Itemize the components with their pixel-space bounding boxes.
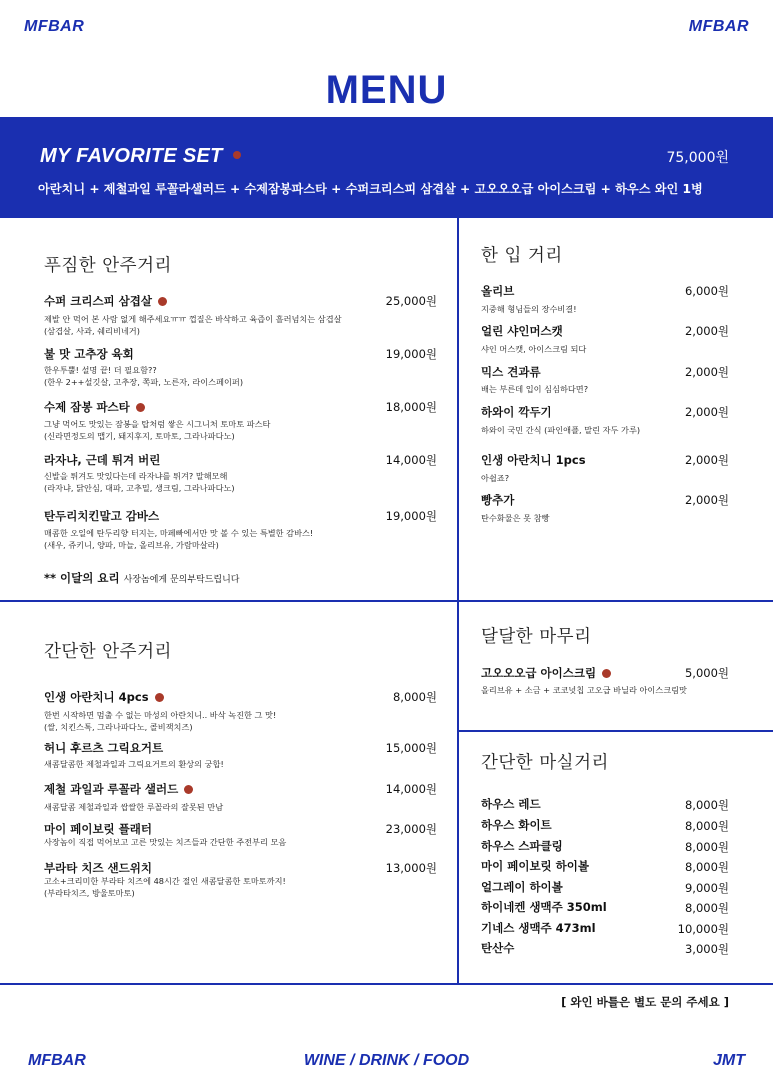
menu-item-price: 14,000원 [385, 782, 437, 796]
drink-item-price: 8,000원 [684, 860, 729, 874]
menu-item-name: 믹스 견과류 [481, 365, 541, 379]
menu-item-price: 23,000원 [385, 822, 437, 836]
section-title-hearty: 푸짐한 안주거리 [44, 256, 172, 276]
menu-item-desc: (쌀, 치킨스톡, 그라나파다노, 콜비잭치즈) [44, 722, 193, 732]
drink-item-name: 기네스 생맥주 473ml [481, 921, 596, 935]
recommend-dot-icon [155, 693, 164, 702]
menu-item-price: 25,000원 [385, 294, 437, 308]
drink-item-name: 마이 페이보릿 하이볼 [481, 859, 589, 873]
menu-item-name: 불 맛 고추장 육회 [44, 347, 134, 361]
drink-item-name: 하우스 스파클링 [481, 839, 563, 853]
menu-item-price: 18,000원 [385, 400, 437, 414]
menu-item-name: 탄두리치킨말고 감바스 [44, 509, 160, 523]
menu-item-name: 허니 후르츠 그릭요거트 [44, 741, 164, 755]
menu-item-desc: 아쉽죠? [481, 473, 510, 483]
menu-item-name: 제철 과일과 루꼴라 샐러드 [44, 781, 193, 797]
menu-item-price: 13,000원 [385, 861, 437, 875]
menu-item-name: 부라타 치즈 샌드위치 [44, 861, 152, 875]
right-divider [458, 730, 773, 732]
footer-right: JMT [713, 1052, 745, 1069]
menu-item-name: 하와이 깍두기 [481, 405, 552, 419]
drink-item-price: 8,000원 [684, 901, 729, 915]
brand-left: MFBAR [24, 18, 85, 35]
recommend-dot-icon [602, 669, 611, 678]
recommend-dot-icon [184, 785, 193, 794]
drink-item-price: 10,000원 [677, 922, 729, 936]
set-items: 아란치니 + 제철과일 루꼴라샐러드 + 수제잠봉파스타 + 수퍼크리스피 삼겹살 + 고오오오급 아이스크림 + 하우스 와인 1병 [38, 182, 703, 196]
wine-bottle-note: [ 와인 바틀은 별도 문의 주세요 ] [561, 995, 729, 1009]
menu-item-price: 5,000원 [684, 666, 729, 680]
menu-item-name: 수제 잠봉 파스타 [44, 399, 145, 415]
menu-item-desc: 매콤한 오일에 탄두리향 터지는, 마페빠에서만 맛 볼 수 있는 특별한 감바스! [44, 528, 314, 538]
menu-item-desc: 신발을 튀겨도 맛있다는데 라자냐를 튀겨? 말해모해 [44, 471, 228, 481]
section-title-light: 간단한 안주거리 [44, 642, 172, 662]
menu-item-name: 인생 아란치니 1pcs [481, 453, 586, 467]
footer-tagline: WINE / DRINK / FOOD [303, 1052, 470, 1069]
set-name: MY FAVORITE SET [40, 145, 223, 167]
menu-item-desc: (신라면정도의 맵기, 돼지후지, 토마토, 그라나파다노) [44, 431, 235, 441]
menu-item-name: 라자냐, 근데 튀겨 버린 [44, 453, 161, 467]
menu-item-desc: 탄수화물은 못 참빵 [481, 513, 550, 523]
menu-item-name: 빵추가 [481, 493, 515, 507]
drink-item-price: 9,000원 [684, 881, 729, 895]
menu-item-name: 얼린 샤인머스캣 [481, 324, 563, 338]
monthly-special-note: ** 이달의 요리 사장놈에게 문의부탁드립니다 [44, 571, 240, 585]
menu-item-desc: 새콤달콤 제철과일과 쌉쌀한 루꼴라의 잘못된 만남 [44, 802, 224, 812]
menu-item-desc: 샤인 머스캣, 아이스크림 되다 [481, 344, 587, 354]
menu-item-price: 2,000원 [684, 324, 729, 338]
bottom-divider [0, 983, 773, 985]
row-divider [0, 600, 773, 602]
menu-item-name: 인생 아란치니 4pcs [44, 689, 164, 705]
menu-item-name: 고오오오급 아이스크림 [481, 665, 611, 681]
menu-item-price: 8,000원 [392, 690, 437, 704]
menu-item-desc: 배는 부른데 입이 심심하다면? [481, 384, 589, 394]
drink-item-name: 하우스 화이트 [481, 818, 552, 832]
menu-item-desc: 제발 안 먹어 본 사람 없게 해주세요ㅠㅠ 껍질은 바삭하고 육즙이 흘러넘치는 삼겹살 [44, 314, 342, 324]
recommend-dot-icon [158, 297, 167, 306]
brand-right: MFBAR [688, 18, 749, 35]
menu-item-desc: 사장놈이 직접 먹어보고 고른 맛있는 치즈들과 간단한 주전부리 모음 [44, 837, 287, 847]
menu-item-desc: (새우, 쥬키니, 양파, 마늘, 올리브유, 가람마살라) [44, 540, 219, 550]
favorite-set-banner [0, 117, 773, 218]
drink-item-name: 탄산수 [481, 941, 515, 955]
menu-item-desc: 그냥 먹어도 맛있는 잠봉을 탑처럼 쌓은 시그니처 토마토 파스타 [44, 419, 271, 429]
section-title-drinks: 간단한 마실거리 [481, 753, 609, 773]
menu-item-desc: 지중해 형님들의 장수비결! [481, 304, 577, 314]
recommend-dot-icon [136, 403, 145, 412]
menu-item-price: 19,000원 [385, 509, 437, 523]
drink-item-price: 8,000원 [684, 840, 729, 854]
drink-item-name: 얼그레이 하이볼 [481, 880, 563, 894]
menu-item-desc: (라자냐, 닭안심, 대파, 고추밀, 생크림, 그라나파다노) [44, 483, 235, 493]
menu-item-desc: 고소+크리미한 부라타 치즈에 48시간 절인 새콤달콤한 토마토까지! [44, 876, 286, 886]
menu-item-desc: 하와이 국민 간식 (파인애플, 말린 자두 가루) [481, 425, 641, 435]
menu-item-desc: 한번 시작하면 멈출 수 없는 마성의 아란치니.. 바삭 녹진한 그 맛! [44, 710, 277, 720]
menu-item-desc: 한우투뿔! 설명 끝! 더 필요함?? [44, 365, 157, 375]
menu-item-desc: (한우 2++설깃살, 고추장, 쪽파, 노른자, 라이스페이퍼) [44, 377, 244, 387]
set-name-wrap [40, 145, 241, 168]
set-price: 75,000원 [666, 150, 729, 166]
menu-item-price: 2,000원 [684, 365, 729, 379]
menu-item-desc: (삼겹살, 사과, 쉐리비네거) [44, 326, 140, 336]
drink-item-price: 3,000원 [684, 942, 729, 956]
menu-title: MENU [325, 68, 448, 112]
menu-item-price: 19,000원 [385, 347, 437, 361]
menu-item-name: 마이 페이보릿 플래터 [44, 822, 152, 836]
recommend-dot-icon [233, 151, 241, 159]
menu-item-price: 14,000원 [385, 453, 437, 467]
menu-item-desc: 올리브유 + 소금 + 코코넛칩 고오급 바닐라 아이스크림맛 [481, 685, 687, 695]
menu-item-desc: (부라타치즈, 방울토마토) [44, 888, 135, 898]
menu-item-price: 2,000원 [684, 453, 729, 467]
section-title-dessert: 달달한 마무리 [481, 627, 592, 647]
menu-item-price: 2,000원 [684, 405, 729, 419]
menu-item-price: 6,000원 [684, 284, 729, 298]
drink-item-name: 하이네켄 생맥주 350ml [481, 900, 607, 914]
menu-item-name: 올리브 [481, 284, 515, 298]
menu-item-name: 수퍼 크리스피 삼겹살 [44, 293, 167, 309]
menu-item-desc: 새콤달콤한 제철과일과 그릭요거트의 환상의 궁합! [44, 759, 224, 769]
drink-item-name: 하우스 레드 [481, 797, 541, 811]
drink-item-price: 8,000원 [684, 819, 729, 833]
section-title-bites: 한 입 거리 [481, 246, 563, 266]
menu-item-price: 15,000원 [385, 741, 437, 755]
drink-item-price: 8,000원 [684, 798, 729, 812]
footer-brand: MFBAR [28, 1052, 86, 1069]
menu-item-price: 2,000원 [684, 493, 729, 507]
